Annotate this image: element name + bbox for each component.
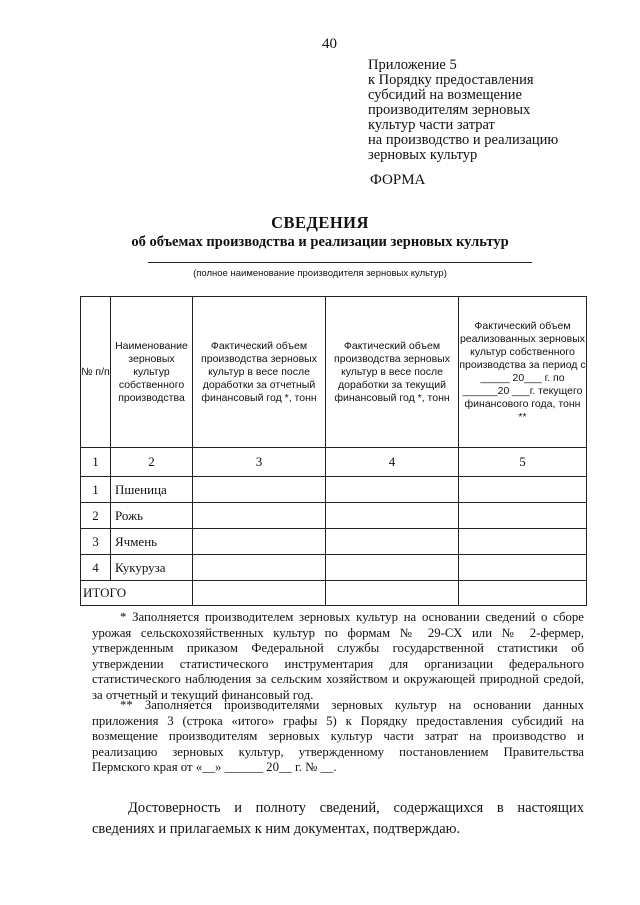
total-label: ИТОГО bbox=[81, 581, 193, 606]
appendix-line: к Порядку предоставления bbox=[368, 72, 534, 88]
form-label: ФОРМА bbox=[370, 172, 426, 188]
row-number: 2 bbox=[81, 503, 111, 529]
table-row bbox=[81, 503, 587, 529]
appendix-reference bbox=[368, 58, 558, 163]
certification-statement: Достоверность и полноту сведений, содержащихся в настоящих сведениях и прилагаемых к ним документах, подтверждаю. bbox=[92, 800, 584, 837]
row-number: 1 bbox=[81, 477, 111, 503]
sold-volume-cell[interactable] bbox=[459, 503, 587, 529]
table-row bbox=[81, 477, 587, 503]
appendix-line: культур части затрат bbox=[368, 117, 495, 133]
producer-name-line[interactable] bbox=[148, 262, 532, 263]
appendix-line: Приложение 5 bbox=[368, 57, 457, 73]
row-number: 4 bbox=[81, 555, 111, 581]
crop-name: Кукуруза bbox=[111, 555, 193, 581]
sold-volume-cell[interactable] bbox=[459, 477, 587, 503]
column-number: 4 bbox=[326, 448, 459, 477]
table-row bbox=[81, 555, 587, 581]
header-crop-name: Наименование зерновых культур собственного производства bbox=[111, 297, 193, 448]
producer-name-caption: (полное наименование производителя зерновых культур) bbox=[193, 268, 447, 279]
document-subtitle: об объемах производства и реализации зерновых культур bbox=[131, 234, 509, 250]
current-year-cell[interactable] bbox=[326, 477, 459, 503]
column-number: 1 bbox=[81, 448, 111, 477]
sold-volume-cell[interactable] bbox=[459, 555, 587, 581]
sold-volume-cell[interactable] bbox=[459, 529, 587, 555]
total-sold-volume-cell[interactable] bbox=[459, 581, 587, 606]
reporting-year-cell[interactable] bbox=[193, 529, 326, 555]
header-number: № п/п bbox=[81, 297, 111, 448]
total-reporting-year-cell[interactable] bbox=[193, 581, 326, 606]
crop-name: Ячмень bbox=[111, 529, 193, 555]
column-number: 2 bbox=[111, 448, 193, 477]
appendix-line: зерновых культур bbox=[368, 147, 478, 163]
reporting-year-cell[interactable] bbox=[193, 477, 326, 503]
table-row bbox=[81, 529, 587, 555]
crop-volume-table bbox=[80, 296, 587, 606]
header-current-year-volume: Фактический объем производства зерновых культур в весе после доработки за текущий финансовый год *, тонн bbox=[326, 297, 459, 448]
page-number: 40 bbox=[322, 36, 337, 52]
document-title: СВЕДЕНИЯ bbox=[271, 213, 369, 232]
header-sold-volume: Фактический объем реализованных зерновых культур собственного производства за период с _____ 20___ г. по ______20 ___г. текущего финансового года, тонн ** bbox=[459, 297, 587, 448]
crop-name: Рожь bbox=[111, 503, 193, 529]
crop-name: Пшеница bbox=[111, 477, 193, 503]
row-number: 3 bbox=[81, 529, 111, 555]
total-row bbox=[81, 581, 587, 606]
footnote-double-asterisk: ** Заполняется производителями зерновых культур на основании данных приложения 3 (строка «итого» графы 5) к Порядку предоставления субсидий на возмещение производителям зерновых культур части затрат на производство и реализацию зерновых культур, утвержденному постановлением Правительства Пермского края от «__» ______ 20__ г. № __. bbox=[92, 698, 584, 774]
appendix-line: на производство и реализацию bbox=[368, 132, 559, 148]
total-current-year-cell[interactable] bbox=[326, 581, 459, 606]
appendix-line: производителям зерновых bbox=[368, 102, 531, 118]
header-reporting-year-volume: Фактический объем производства зерновых культур в весе после доработки за отчетный финансовый год *, тонн bbox=[193, 297, 326, 448]
footnote-single-asterisk: * Заполняется производителем зерновых культур на основании сведений о сборе урожая сельскохозяйственных культур по формам № 29-СХ или № 2-фермер, утвержденным приказом Федеральной службы государственной статистики об утверждении статистического инструментария для организации федерального статистического наблюдения за сельским хозяйством и окружающей природной средой, за отчетный и текущий финансовый год. bbox=[92, 610, 584, 702]
table-header-row bbox=[81, 297, 587, 448]
current-year-cell[interactable] bbox=[326, 529, 459, 555]
column-number: 3 bbox=[193, 448, 326, 477]
column-number-row bbox=[81, 448, 587, 477]
current-year-cell[interactable] bbox=[326, 503, 459, 529]
reporting-year-cell[interactable] bbox=[193, 503, 326, 529]
appendix-line: субсидий на возмещение bbox=[368, 87, 522, 103]
reporting-year-cell[interactable] bbox=[193, 555, 326, 581]
current-year-cell[interactable] bbox=[326, 555, 459, 581]
column-number: 5 bbox=[459, 448, 587, 477]
